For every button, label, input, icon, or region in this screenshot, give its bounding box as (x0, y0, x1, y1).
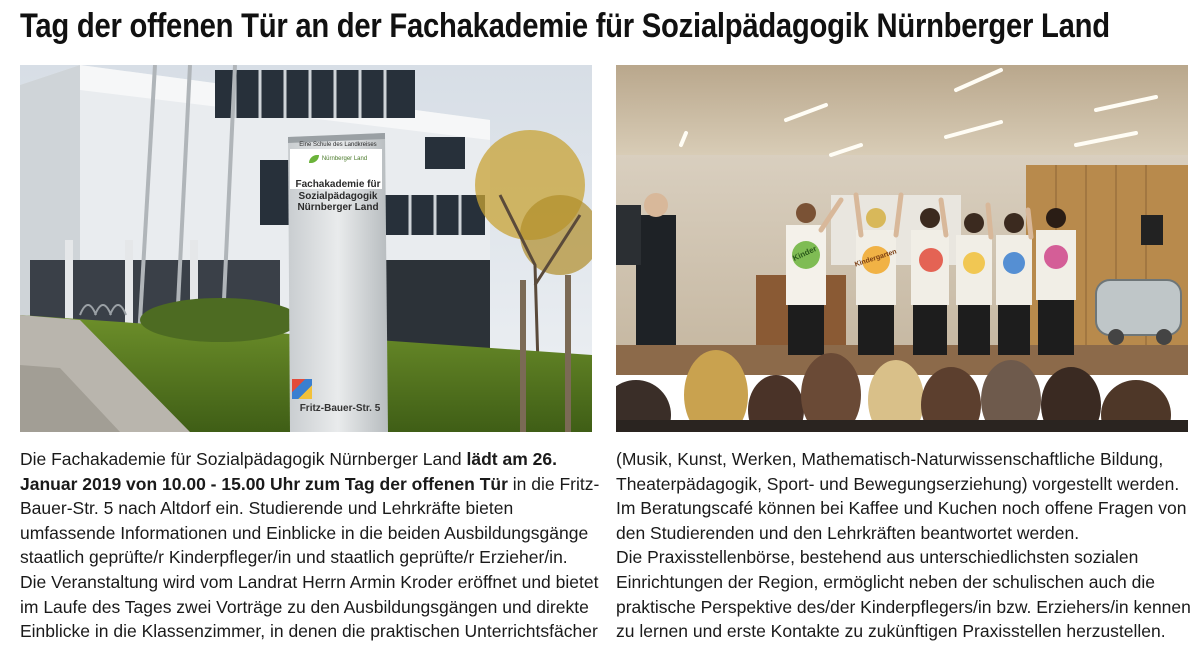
building-photo (20, 65, 592, 432)
leaf-logo-icon (309, 155, 319, 163)
sign-top-text: Eine Schule des Landkreises (299, 142, 377, 148)
sign-title-line: Fachakademie für (295, 179, 381, 190)
article-paragraph (20, 447, 600, 570)
paragraph-text: in die Fritz-Bauer-Str. 5 nach Altdorf ein. Studierende und Lehrkräfte bieten umfassende Informationen und Einblicke in die beiden Ausbildungsgänge staatlich geprüfte/r Kinderpfleger/in und staatlich geprüfte/r Erzieher/in. (20, 473, 600, 568)
sign-address: Fritz-Bauer-Str. 5 (299, 403, 381, 414)
shirt-print-text: Kindergarten (853, 248, 898, 269)
article-column-right (616, 447, 1196, 644)
stage-performance-photo (616, 65, 1188, 432)
shirt-print-text: Kinder (791, 244, 819, 263)
article-column-left (20, 447, 600, 644)
sign-title-line: Nürnberger Land (297, 202, 379, 213)
article-paragraph: Die Praxisstellenbörse, bestehend aus unterschiedlichsten sozialen Einrichtungen der Region, ermöglicht neben der schulischen auch die praktische Perspektive des/der Kinderpflegers/in bzw. Erziehers/in kennen zu lernen und erste Kontakte zu zukünftigen Praxisstellen herzustellen. (616, 547, 1191, 642)
article-paragraph: (Musik, Kunst, Werken, Mathematisch-Naturwissenschaftliche Bildung, Theaterpädagogik, Sport- und Bewegungserziehung) vorgestellt werden. Im Beratungscafé können bei Kaffee und Kuchen noch offene Fragen von den Studierenden und den Lehrkräften beantwortet werden. (616, 449, 1187, 543)
article-paragraph: Die Veranstaltung wird vom Landrat Herrn Armin Kroder eröffnet und bietet im Laufe des Tages zwei Vorträge zu den Ausbildungsgängen und direkte Einblicke in die Klassenzimmer, in denen die praktischen Unterrichtsfächer (20, 571, 599, 642)
event-date-highlight: lädt am 26. Januar 2019 von 10.00 - 15.00 Uhr zum Tag der offenen Tür (20, 449, 557, 494)
paragraph-text: Die Fachakademie für Sozialpädagogik Nürnberger Land (20, 449, 467, 469)
sign-title-line: Sozialpädagogik (298, 190, 378, 202)
article-headline: Tag der offenen Tür an der Fachakademie für Sozialpädagogik Nürnberger Land (20, 7, 1110, 45)
sign-emblem-icon (292, 379, 312, 399)
sign-logo-text: Nürnberger Land (321, 156, 368, 162)
